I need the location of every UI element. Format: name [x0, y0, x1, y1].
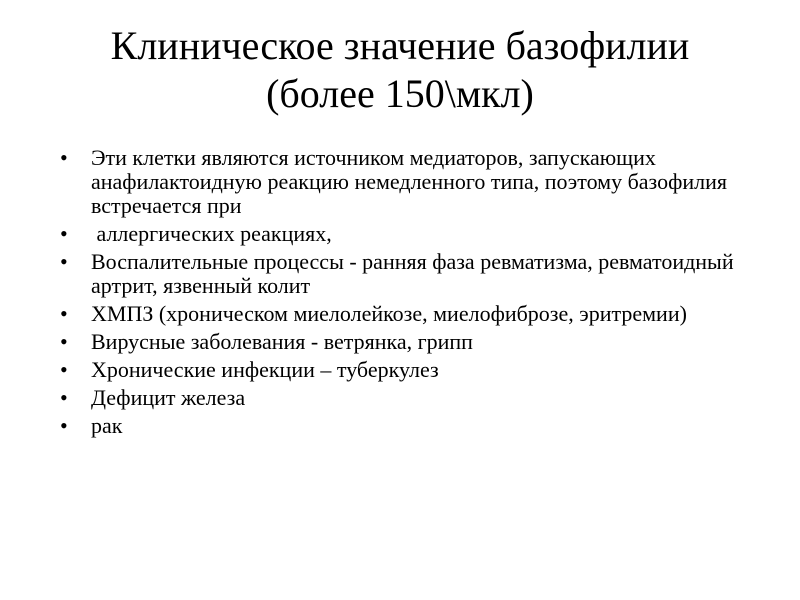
bullet-icon: •: [60, 221, 68, 246]
bullet-list: [60, 146, 760, 442]
bullet-icon: •: [60, 329, 68, 354]
bullet-item: [60, 146, 760, 218]
bullet-item: [60, 250, 760, 298]
bullet-icon: •: [60, 249, 68, 274]
slide-title-line-2: (более 150\мкл): [266, 71, 534, 116]
bullet-text: Хронические инфекции – туберкулез: [91, 357, 439, 382]
bullet-text: Эти клетки являются источником медиаторов, запускающих анафилактоидную реакцию немедленного типа, поэтому базофилия встречается при: [91, 145, 727, 218]
bullet-text: аллергических реакциях,: [91, 221, 332, 246]
bullet-item: [60, 222, 760, 246]
bullet-text: ХМПЗ (хроническом миелолейкозе, миелофиброзе, эритремии): [91, 301, 687, 326]
bullet-item: [60, 302, 760, 326]
bullet-item: [60, 330, 760, 354]
bullet-text: Вирусные заболевания - ветрянка, грипп: [91, 329, 473, 354]
bullet-text: рак: [91, 413, 123, 438]
slide-title-line-1: Клиническое значение базофилии: [110, 23, 690, 68]
bullet-icon: •: [60, 145, 68, 170]
bullet-text: Воспалительные процессы - ранняя фаза ревматизма, ревматоидный артрит, язвенный колит: [91, 249, 734, 298]
bullet-icon: •: [60, 385, 68, 410]
bullet-icon: •: [60, 357, 68, 382]
bullet-item: [60, 414, 760, 438]
slide-title: [60, 22, 740, 118]
bullet-icon: •: [60, 301, 68, 326]
bullet-item: [60, 386, 760, 410]
bullet-item: [60, 358, 760, 382]
bullet-text: Дефицит железа: [91, 385, 246, 410]
bullet-icon: •: [60, 413, 68, 438]
